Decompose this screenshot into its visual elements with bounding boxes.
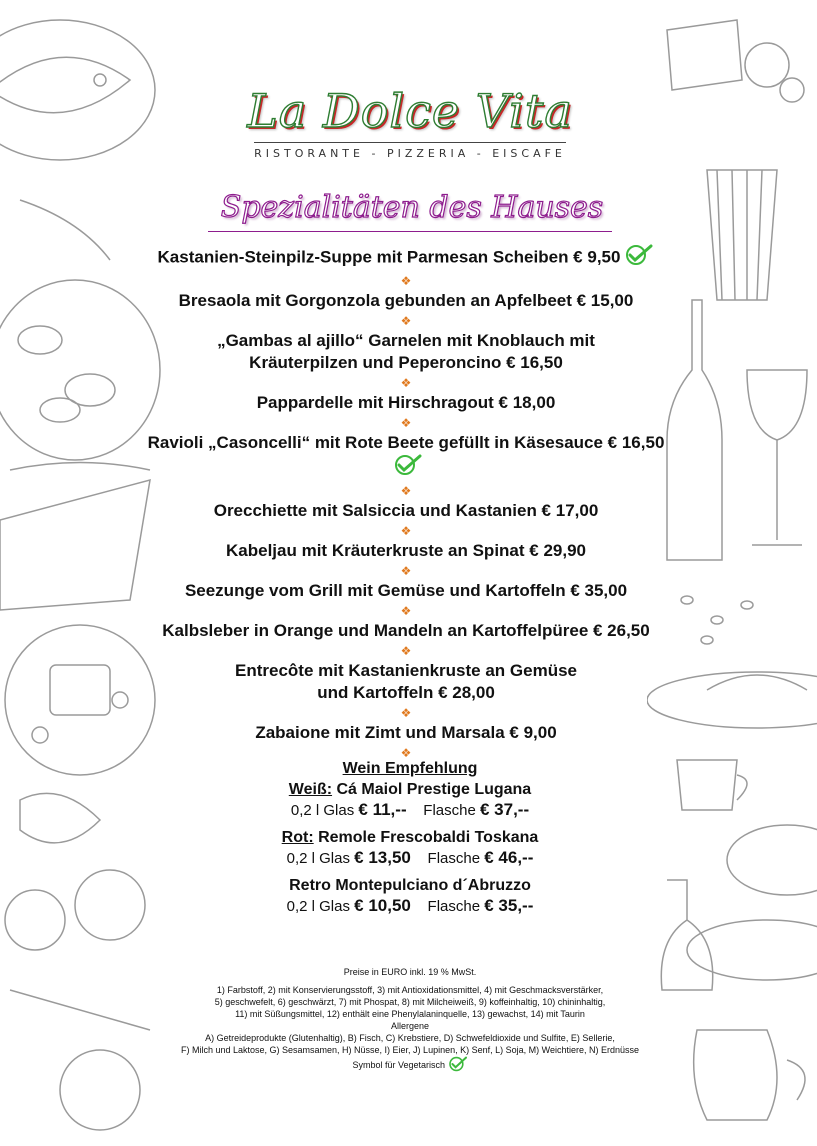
bottle-label: Flasche: [427, 898, 485, 915]
wine-type-label: Rot:: [281, 829, 314, 846]
diamond-ornament-icon: ❖: [400, 706, 412, 720]
diamond-ornament-icon: ❖: [400, 644, 412, 658]
menu-heading: [212, 190, 612, 225]
dish-item: [140, 722, 672, 744]
dish-text: [140, 432, 672, 482]
dish-text: [140, 500, 672, 522]
dish-line: „Gambas al ajillo“ Garnelen mit Knoblauch mit: [217, 331, 595, 350]
dish-line: Seezunge vom Grill mit Gemüse und Kartoffeln € 35,00: [184, 581, 628, 600]
glass-price: € 10,50: [354, 896, 411, 915]
dish-text: [140, 722, 672, 744]
dish-line: Bresaola mit Gorgonzola gebunden an Apfelbeet € 15,00: [178, 291, 634, 310]
wine-title: Wein Empfehlung: [342, 760, 478, 777]
heading-underline: [208, 231, 612, 232]
dish-item: [140, 540, 672, 562]
dish-text: [140, 540, 672, 562]
dish-line: Entrecôte mit Kastanienkruste an Gemüse: [234, 661, 577, 680]
wine-price-line: [210, 848, 610, 869]
right-sketch-art: [647, 0, 817, 1146]
dish-line: Ravioli „Casoncelli“ mit Rote Beete gefüllt in Käsesauce € 16,50: [147, 433, 665, 452]
diamond-ornament-icon: ❖: [400, 564, 412, 578]
additive-line: 5) geschwefelt, 6) geschwärzt, 7) mit Phospat, 8) mit Milcheiweiß, 9) koffeinhaltig, 10) chininhaltig,: [214, 997, 606, 1007]
restaurant-logo: [200, 84, 620, 161]
wine-type-label: Weiß:: [288, 781, 333, 798]
wine-name-text: Cá Maiol Prestige Lugana: [332, 781, 532, 798]
diamond-ornament-icon: ❖: [400, 416, 412, 430]
diamond-ornament-icon: ❖: [400, 746, 412, 760]
dish-item: [140, 392, 672, 414]
bottle-label: Flasche: [427, 850, 485, 867]
restaurant-tagline: RISTORANTE - PIZZERIA - EISCAFE: [254, 142, 566, 160]
wine-price-line: [210, 896, 610, 917]
glass-price: € 13,50: [354, 848, 411, 867]
wine-name-text: Retro Montepulciano d´Abruzzo: [289, 877, 531, 894]
wine-name-text: Remole Frescobaldi Toskana: [313, 829, 539, 846]
price-note: Preise in EURO inkl. 19 % MwSt.: [343, 967, 477, 977]
dish-text: [140, 580, 672, 602]
vegetarian-legend-text: Symbol für Vegetarisch: [352, 1059, 446, 1070]
restaurant-name: La Dolce Vita: [247, 84, 573, 138]
dish-item: [140, 290, 672, 312]
bottle-label: Flasche: [423, 802, 480, 819]
glass-label: 0,2 l Glas: [286, 850, 355, 867]
diamond-ornament-icon: ❖: [400, 376, 412, 390]
checkmark-circle-icon: [448, 1056, 468, 1075]
additives-list: [150, 984, 670, 1020]
diamond-ornament-icon: ❖: [400, 484, 412, 498]
dish-text: [140, 352, 672, 374]
dish-text: [140, 660, 672, 682]
diamond-ornament-icon: ❖: [400, 314, 412, 328]
checkmark-circle-icon: [624, 244, 654, 272]
diamond-ornament-icon: ❖: [400, 274, 412, 288]
legal-notes: [150, 966, 670, 1075]
dish-text: [140, 330, 672, 352]
glass-label: 0,2 l Glas: [286, 898, 355, 915]
dish-line: Zabaione mit Zimt und Marsala € 9,00: [255, 723, 557, 742]
dish-item: [140, 244, 672, 272]
dish-item: [140, 660, 672, 704]
wine-list: [210, 780, 610, 917]
dish-line: Kastanien-Steinpilz-Suppe mit Parmesan Scheiben € 9,50: [157, 247, 621, 267]
dish-line: Kräuterpilzen und Peperoncino € 16,50: [249, 353, 563, 372]
allergen-line: A) Getreideprodukte (Glutenhaltig), B) Fisch, C) Krebstiere, D) Schwefeldioxide und Sulfite, E) Sellerie,: [205, 1033, 615, 1043]
wine-name: [210, 876, 610, 896]
additive-line: 11) mit Süßungsmittel, 12) enthält eine Phenylalaninquelle, 13) gewachst, 14) mit Taurin: [235, 1009, 585, 1019]
dish-item: [140, 432, 672, 482]
dish-text: [140, 682, 672, 704]
dish-text: [140, 244, 672, 272]
bottle-price: € 35,--: [484, 896, 534, 915]
dish-text: [140, 290, 672, 312]
dish-line: und Kartoffeln € 28,00: [317, 683, 495, 702]
diamond-ornament-icon: ❖: [400, 604, 412, 618]
diamond-ornament-icon: ❖: [400, 524, 412, 538]
vegetarian-legend: [150, 1056, 670, 1075]
dish-line: Kabeljau mit Kräuterkruste an Spinat € 29,90: [226, 541, 586, 560]
dish-line: Kalbsleber in Orange und Mandeln an Kartoffelpüree € 26,50: [162, 621, 650, 640]
right-food-sketch-decoration: [647, 0, 817, 1146]
dish-text: [140, 392, 672, 414]
dish-item: [140, 620, 672, 642]
checkmark-circle-icon: [393, 454, 423, 482]
allergens-title: Allergene: [390, 1021, 430, 1031]
wine-recommendation: [210, 758, 610, 917]
menu-heading-text: Spezialitäten des Hauses: [220, 190, 604, 225]
allergens-list: [150, 1032, 670, 1056]
dish-item: [140, 330, 672, 374]
glass-price: € 11,--: [358, 800, 407, 819]
dish-item: [140, 500, 672, 522]
dish-item: [140, 580, 672, 602]
wine-name: [210, 828, 610, 848]
wine-name: [210, 780, 610, 800]
additive-line: 1) Farbstoff, 2) mit Konservierungsstoff, 3) mit Antioxidationsmittel, 4) mit Geschmacksverstärker,: [216, 985, 604, 995]
allergen-line: F) Milch und Laktose, G) Sesamsamen, H) Nüsse, I) Eier, J) Lupinen, K) Senf, L) Soja, M) Weichtiere, N) Erdnüsse: [180, 1045, 639, 1055]
dish-line: Orecchiette mit Salsiccia und Kastanien € 17,00: [213, 501, 599, 520]
dish-line: Pappardelle mit Hirschragout € 18,00: [256, 393, 556, 412]
wine-price-line: [210, 800, 610, 821]
bottle-price: € 37,--: [479, 800, 530, 819]
glass-label: 0,2 l Glas: [290, 802, 359, 819]
dish-text: [140, 620, 672, 642]
bottle-price: € 46,--: [484, 848, 534, 867]
dish-list: [140, 244, 672, 762]
